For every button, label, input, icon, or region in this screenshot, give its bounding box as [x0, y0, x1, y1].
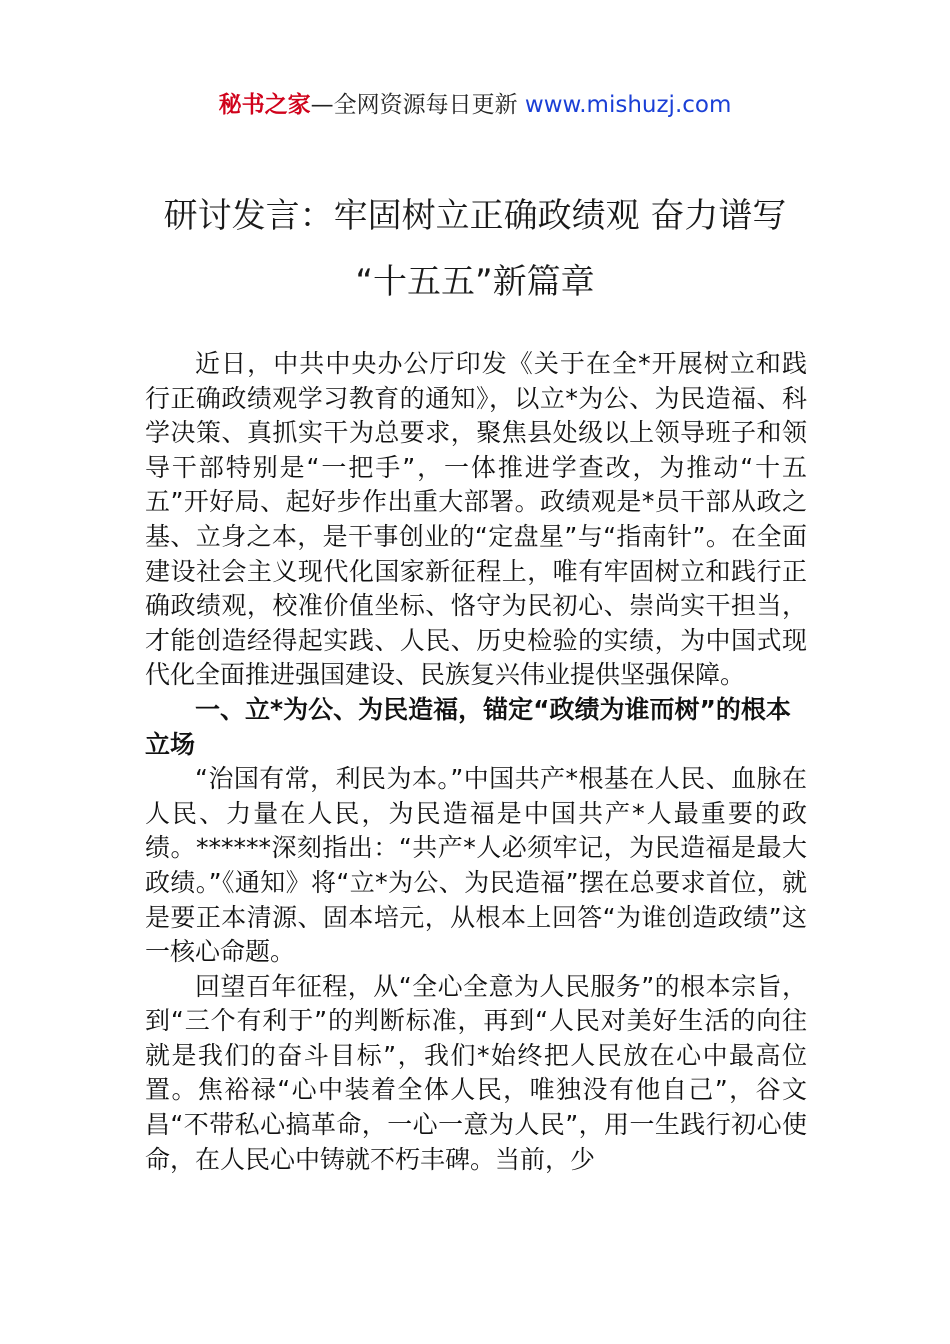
paragraph-history: 回望百年征程，从“全心全意为人民服务”的根本宗旨，到“三个有利于”的判断标准，再到“人民对美好生活的向往就是我们的奋斗目标”，我们*始终把人民放在心中最高位置。焦裕禄“心中装着全体人民，唯独没有他自己”，谷文昌“不带私心搞革命，一心一意为人民”，用一生践行初心使命，在人民心中铸就不朽丰碑。当前，少 — [145, 971, 807, 1174]
brand-name: 秘书之家 — [218, 92, 311, 118]
document-body — [145, 347, 807, 1177]
document-title — [100, 183, 850, 315]
title-line-1: 研讨发言：牢固树立正确政绩观 奋力谱写 — [163, 196, 787, 236]
site-header — [0, 88, 950, 122]
header-tagline: —全网资源每日更新 — [310, 92, 525, 118]
section-heading-1: 一、立*为公、为民造福，锚定“政绩为谁而树”的根本立场 — [145, 694, 791, 759]
paragraph-quote: “治国有常，利民为本。”中国共产*根基在人民、血脉在人民、力量在人民，为民造福是中国共产*人最重要的政绩。******深刻指出：“共产*人必须牢记，为民造福是最大政绩。”《通知》将“立*为公、为民造福”摆在总要求首位，就是要正本清源、固本培元，从根本上回答“为谁创造政绩”这一核心命题。 — [145, 764, 807, 967]
site-url-link[interactable]: www.mishuzj.com — [524, 92, 732, 118]
paragraph-intro: 近日，中共中央办公厅印发《关于在全*开展树立和践行正确政绩观学习教育的通知》，以立*为公、为民造福、科学决策、真抓实干为总要求，聚焦县处级以上领导班子和领导干部特别是“一把手”，一体推进学查改，为推动“十五五”开好局、起好步作出重大部署。政绩观是*员干部从政之基、立身之本，是干事创业的“定盘星”与“指南针”。在全面建设社会主义现代化国家新征程上，唯有牢固树立和践行正确政绩观，校准价值坐标、恪守为民初心、崇尚实干担当，才能创造经得起实践、人民、历史检验的实绩，为中国式现代化全面推进强国建设、民族复兴伟业提供坚强保障。 — [145, 349, 807, 690]
title-line-2: “十五五”新篇章 — [355, 262, 595, 302]
